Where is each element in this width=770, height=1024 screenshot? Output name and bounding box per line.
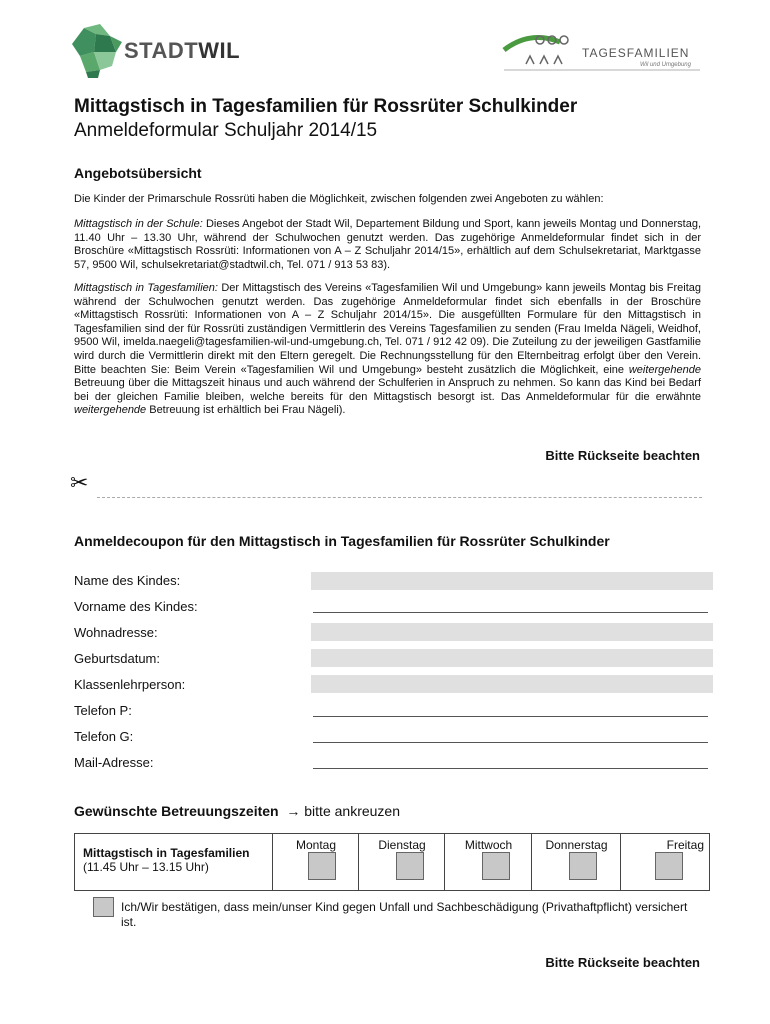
day-column-friday xyxy=(620,834,710,890)
overview-intro: Die Kinder der Primarschule Rossrüti haben die Möglichkeit, zwischen folgenden zwei Angeboten zu wählen: xyxy=(74,193,604,205)
field-label-phone-g: Telefon G: xyxy=(74,729,134,744)
name-input[interactable] xyxy=(311,572,713,590)
family-offer-paragraph: Mittagstisch in Tagesfamilien: Der Mittagstisch des Vereins «Tagesfamilien Wil und Umgebung» kann jeweils Montag bis Freitag während der Schulwochen genutzt werden. Das zugehörige Anmeldeformular findet sich ebenfalls in der Broschüre «Mittagstisch Rossrüti: Informationen von A – Z Schuljahr 2014/15». Die ausgefüllten Formulare für den Mittagstisch in Tagesfamilien sind der für Rossrüti zuständigen Vermittlerin des Vereins Tagesfamilien zu senden (Frau Imelda Nägeli, Weidhof, 9500 Wil, imelda.naegeli@tagesfamilien-wil-und-umgebung.ch, Tel. 071 / 912 42 09). Die Zuteilung zu der jeweiligen Gastfamilie wird durch die Vermittlerin direkt mit den Eltern geregelt. Die Rechnungsstellung für den Elternbeitrag erfolgt über den Verein. Bitte beachten Sie: Beim Verein «Tagesfamilien Wil und Umgebung» besteht zusätzlich die Möglichkeit, eine weitergehende Betreuung über die Mittagszeit hinaus und auch während der Schulferien in Anspruch zu nehmen. So kann das Kind bei Bedarf bei der gleichen Familie bleiben, welche bereits für den Mittagstisch besorgt ist. Das Anmeldeformular für die erwähnte weitergehende Betreuung ist erhältlich bei Frau Nägeli). xyxy=(74,282,701,417)
firstname-input[interactable] xyxy=(313,611,708,613)
day-label: Mittwoch xyxy=(464,838,513,852)
field-label-firstname: Vorname des Kindes: xyxy=(74,599,198,614)
see-back-note-bottom: Bitte Rückseite beachten xyxy=(545,955,700,970)
stadt-wil-wordmark: STADTWIL xyxy=(124,38,241,63)
friday-checkbox[interactable] xyxy=(655,852,683,880)
page-subtitle: Anmeldeformular Schuljahr 2014/15 xyxy=(74,120,378,141)
birthdate-input[interactable] xyxy=(311,649,713,667)
care-times-table xyxy=(74,833,710,891)
tagesfamilien-subline: Wil und Umgebung xyxy=(640,62,691,68)
confirm-statement: Ich/Wir bestätigen, dass mein/unser Kind gegen Unfall und Sachbeschädigung (Privathaftpflicht) versichert ist. xyxy=(121,900,688,929)
times-heading: Gewünschte Betreuungszeiten → bitte ankreuzen xyxy=(74,803,400,819)
table-row-title: Mittagstisch in Tagesfamilien xyxy=(83,846,250,860)
field-label-address: Wohnadresse: xyxy=(74,625,158,640)
day-column-monday xyxy=(272,834,359,890)
school-offer-paragraph: Mittagstisch in der Schule: Dieses Angebot der Stadt Wil, Departement Bildung und Sport, kann jeweils Montag und Donnerstag, 11.40 Uhr – 13.30 Uhr, während der Schulwochen genutzt werden. Das zugehörige Anmeldeformular findet sich in der Broschüre «Mittagstisch Rossrüti: Informationen von A – Z Schuljahr 2014/15», erhältlich auf dem Schulsekretariat, Marktgasse 57, 9500 Wil, schulsekretariat@stadtwil.ch, Tel. 071 / 913 53 83). xyxy=(74,218,701,271)
field-label-name: Name des Kindes: xyxy=(74,573,181,588)
see-back-note: Bitte Rückseite beachten xyxy=(545,448,700,463)
overview-heading: Angebotsübersicht xyxy=(74,165,202,181)
day-column-tuesday xyxy=(358,834,445,890)
table-row-time: (11.45 Uhr – 13.15 Uhr) xyxy=(83,860,209,874)
field-label-phone-p: Telefon P: xyxy=(74,703,132,718)
field-label-mail: Mail-Adresse: xyxy=(74,755,154,770)
confirm-checkbox[interactable] xyxy=(93,897,114,917)
tagesfamilien-wordmark: TAGESFAMILIEN xyxy=(582,46,690,60)
day-label: Donnerstag xyxy=(545,838,608,852)
day-column-wednesday xyxy=(444,834,532,890)
day-label: Dienstag xyxy=(378,838,426,852)
wednesday-checkbox[interactable] xyxy=(482,852,510,880)
field-label-teacher: Klassenlehrperson: xyxy=(74,677,186,692)
day-column-thursday xyxy=(531,834,621,890)
phone-p-input[interactable] xyxy=(313,715,708,717)
arrow-right-icon: → xyxy=(286,803,301,819)
cut-line xyxy=(97,497,702,498)
thursday-checkbox[interactable] xyxy=(569,852,597,880)
phone-g-input[interactable] xyxy=(313,741,708,743)
address-input[interactable] xyxy=(311,623,713,641)
teacher-input[interactable] xyxy=(311,675,713,693)
day-label: Montag xyxy=(295,838,337,852)
coupon-heading: Anmeldecoupon für den Mittagstisch in Tagesfamilien für Rossrüter Schulkinder xyxy=(74,533,610,549)
scissors-icon: ✂ xyxy=(70,470,89,495)
page-title: Mittagstisch in Tagesfamilien für Rossrüter Schulkinder xyxy=(74,96,578,117)
monday-checkbox[interactable] xyxy=(308,852,336,880)
mail-input[interactable] xyxy=(313,767,708,769)
field-label-birthdate: Geburtsdatum: xyxy=(74,651,160,666)
day-label: Freitag xyxy=(666,838,704,852)
tuesday-checkbox[interactable] xyxy=(396,852,424,880)
